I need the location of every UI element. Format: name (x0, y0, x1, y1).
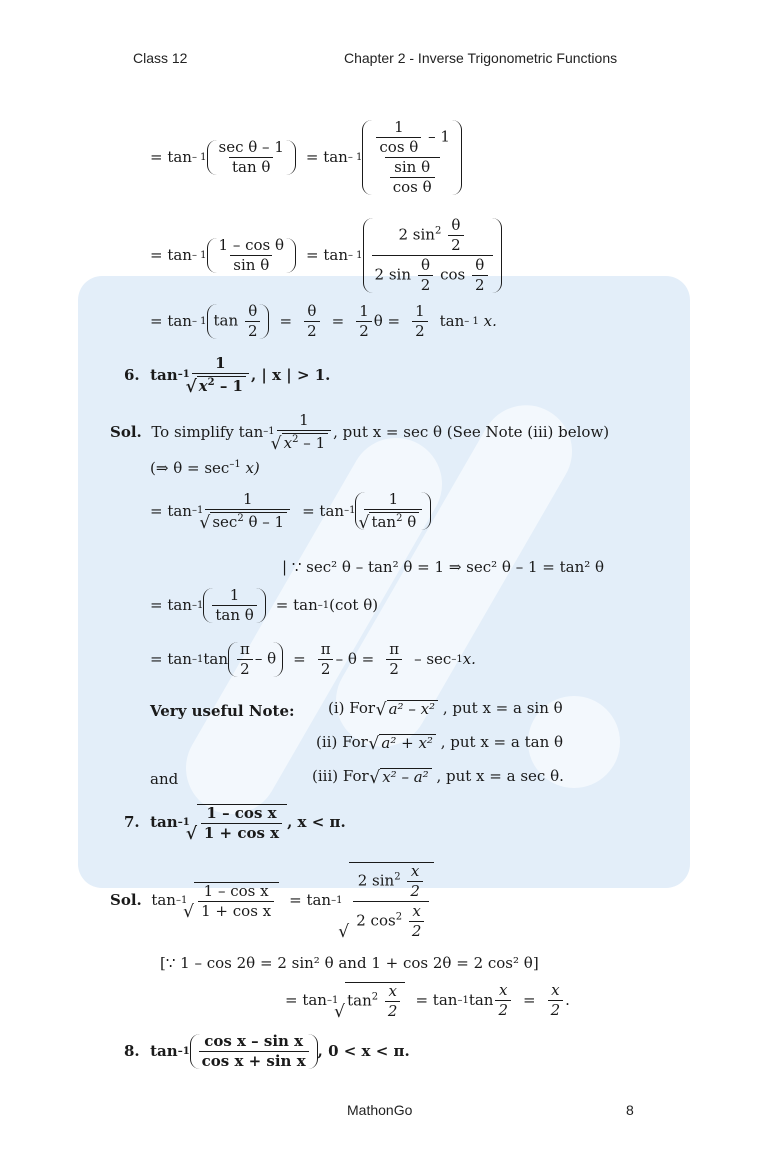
solution-6-line-3: = tan –1 1 √ $\sec^2 \theta - 1$ = tan –1 1 √ $\tan^2 \theta$ (150, 492, 431, 530)
solution-6-line-5: = tan –1 tan $\frac{\pi}{2}$ – θ = $\frac{\pi}{2}$ – θ = $\frac{\pi}{2}$ – sec –1 x. (150, 640, 476, 678)
equation-line-1: = tan – 1 $\frac{\text{sec θ – 1}}{\text{tan θ}}$ = tan – 1 $\frac{1}{\text{cos θ}}$ – 1 $\frac{\text{sin θ}}{\text{cos θ}}$ (150, 120, 462, 195)
header-chapter: Chapter 2 - Inverse Trigonometric Functions (344, 50, 618, 66)
equation-line-3: = tan – 1 tan $\frac{\theta}{2}$ = $\frac{\theta}{2}$ = $\frac{1}{2}$ θ = $\frac{1}{2}$ tan – 1 x. (150, 302, 497, 340)
note-title: Very useful Note: (150, 702, 295, 720)
note-item-i: (i) For √ a² – x² , put x = a sin θ (328, 700, 563, 717)
solution-7-line-1: Sol. tan –1 √ $\frac{\text{1 – cos x}}{\text{1 + cos x}}$ = tan –1 √ 2 $\sin^2$ $\frac{x}{2}$ 2 $\cos^2$ $\frac{x}{2}$ (110, 862, 434, 939)
question-7: 7. tan –1 √ $\frac{\text{1 – cos x}}{\text{1 + cos x}}$ , x < π. (124, 804, 346, 841)
note-item-ii: (ii) For √ a² + x² , put x = a tan θ (316, 734, 563, 751)
solution-6-line-2: (⇒ $\theta = \sec^{-1} x$) (150, 459, 260, 477)
note-item-iii: (iii) For √ x² – a² , put x = a sec θ. (312, 768, 564, 785)
header-class: Class 12 (133, 50, 188, 66)
solution-7-identity: [∵ 1 – cos 2θ = 2 sin² θ and 1 + cos 2θ = 2 cos² θ] (160, 954, 539, 972)
equation-line-2: = tan – 1 $\frac{\text{1 – cos θ}}{\text{sin θ}}$ = tan – 1 2 $\sin^2$ $\frac{\theta}{2}$ 2 sin $\frac{\theta}{2}$ cos $\frac{\theta}{2}$ (150, 218, 502, 293)
question-6: 6. tan –1 1 √ $x^2 - 1$ , | x | > 1. (124, 356, 330, 394)
solution-7-line-3: = tan –1 √ $\tan^2$ $\frac{x}{2}$ = tan –1 tan $\frac{x}{2}$ = $\frac{x}{2}$ . (285, 982, 570, 1019)
solution-6-line-1: Sol. To simplify tan –1 1 √ $x^2 - 1$ , put x = sec θ (See Note (iii) below) (110, 413, 609, 451)
footer-brand: MathonGo (347, 1102, 413, 1118)
question-8: 8. tan –1 $\frac{\text{cos x – sin x}}{\text{cos x + sin x}}$ , 0 < x < π. (124, 1032, 410, 1070)
note-and: and (150, 770, 179, 788)
solution-6-identity: | ∵ sec² θ – tan² θ = 1 ⇒ sec² θ – 1 = tan² θ (282, 558, 605, 576)
page-number: 8 (626, 1102, 634, 1118)
solution-6-line-4: = tan –1 $\frac{1}{\text{tan θ}}$ = tan –1 (cot θ) (150, 586, 379, 624)
